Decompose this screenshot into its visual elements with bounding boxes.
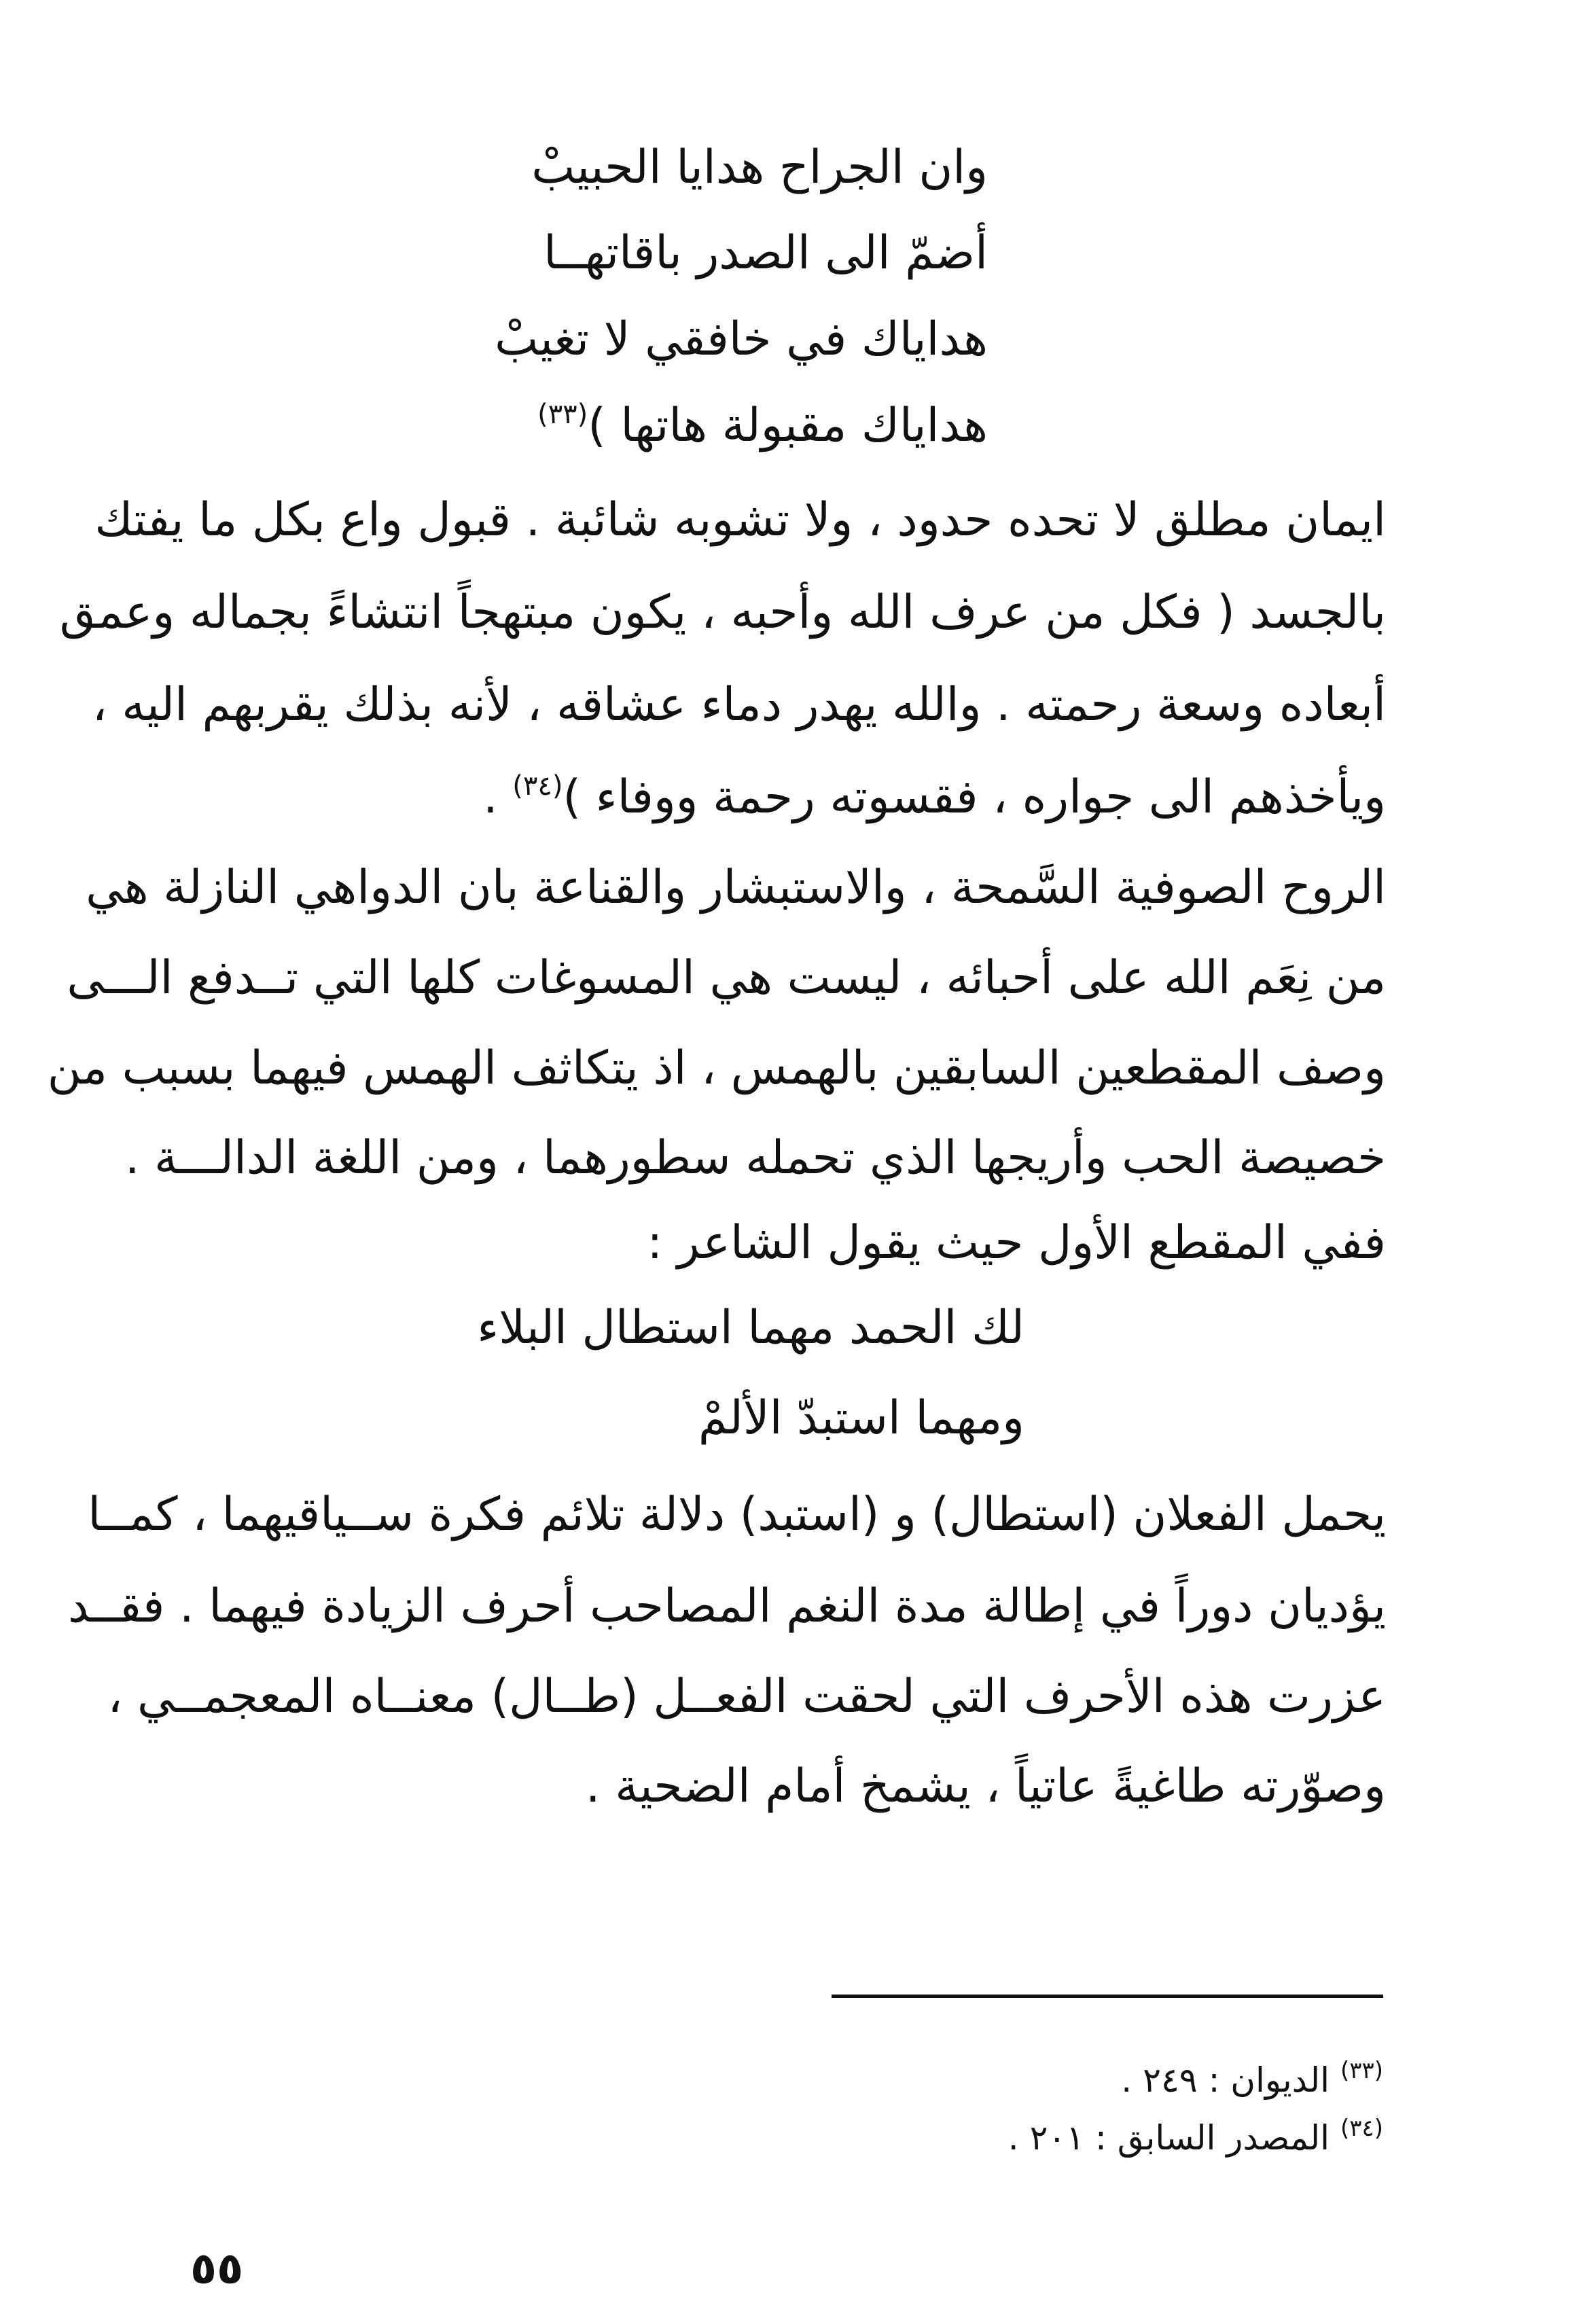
footnote-33 — [1121, 2056, 1383, 2108]
footnote-ref-34: (٣٤) — [512, 770, 563, 802]
poem-line-1: وان الجراح هدايا الحبيبْ — [531, 141, 988, 194]
footnote-34-number: (٣٤) — [1340, 2115, 1383, 2142]
footnote-separator — [832, 1995, 1383, 1998]
poem-line-4 — [537, 392, 988, 466]
paragraph3-line-3: عزرت هذه الأحرف التي لحقت الفعــل (طــال) معنــاه المعجمــي ، — [107, 1670, 1386, 1723]
quote-line-2: ومهما استبدّ الألمْ — [698, 1391, 1024, 1445]
footnote-33-text: الديوان : ٢٤٩ . — [1121, 2060, 1340, 2100]
quote-line-1: لك الحمد مهما استطال البلاء — [477, 1301, 1024, 1355]
paragraph1-line-4 — [196, 764, 1386, 838]
paragraph2-line-2: من نِعَم الله على أحبائه ، ليست هي المسوغات كلها التي تــدفع الـــى — [67, 951, 1386, 1005]
poem-line-2: أضمّ الى الصدر باقاتهــا — [543, 226, 988, 280]
footnote-34-text: المصدر السابق : ٢٠١ . — [1008, 2118, 1340, 2158]
paragraph1-line-4-text: ويأخذهم الى جواره ، فقسوته رحمة ووفاء ) — [563, 770, 1386, 824]
page-number: ٥٥ — [190, 2244, 244, 2294]
paragraph3-line-1: يحمل الفعلان (استطال) و (استبد) دلالة تلائم فكرة ســياقيهما ، كمــا — [88, 1488, 1386, 1541]
paragraph2-line-1: الروح الصوفية السَّمحة ، والاستبشار والقناعة بان الدواهي النازلة هي — [86, 861, 1386, 914]
poem-line-4-text: هداياك مقبولة هاتها ) — [588, 399, 988, 452]
paragraph2-line-3: وصف المقطعين السابقين بالهمس ، اذ يتكاثف الهمس فيهما بسبب من — [47, 1041, 1386, 1095]
paragraph2-line-5: ففي المقطع الأول حيث يقول الشاعر : — [647, 1216, 1386, 1270]
paragraph3-line-2: يؤديان دوراً في إطالة مدة النغم المصاحب أحرف الزيادة فيهما . فقــد — [67, 1579, 1386, 1633]
paragraph3-line-4: وصوّرته طاغيةً عاتياً ، يشمخ أمام الضحية . — [585, 1759, 1386, 1813]
paragraph1-line-2: بالجسد ( فكل من عرف الله وأحبه ، يكون مبتهجاً انتشاءً بجماله وعمق — [59, 586, 1386, 639]
paragraph1-line-1: ايمان مطلق لا تحده حدود ، ولا تشوبه شائبة . قبول واع بكل ما يفتك — [94, 493, 1386, 547]
paragraph1-line-3: أبعاده وسعة رحمته . والله يهدر دماء عشاقه ، لأنه بذلك يقربهم اليه ، — [92, 678, 1386, 732]
footnote-34 — [1008, 2114, 1383, 2166]
paragraph1-line-4-tail: . — [483, 770, 513, 824]
footnote-ref-33: (٣٣) — [537, 399, 588, 430]
paragraph2-line-4: خصيصة الحب وأريجها الذي تحمله سطورهما ، ومن اللغة الدالـــة . — [124, 1131, 1386, 1185]
poem-line-3: هداياك في خافقي لا تغيبْ — [495, 312, 988, 366]
footnote-33-number: (٣٣) — [1340, 2057, 1383, 2084]
